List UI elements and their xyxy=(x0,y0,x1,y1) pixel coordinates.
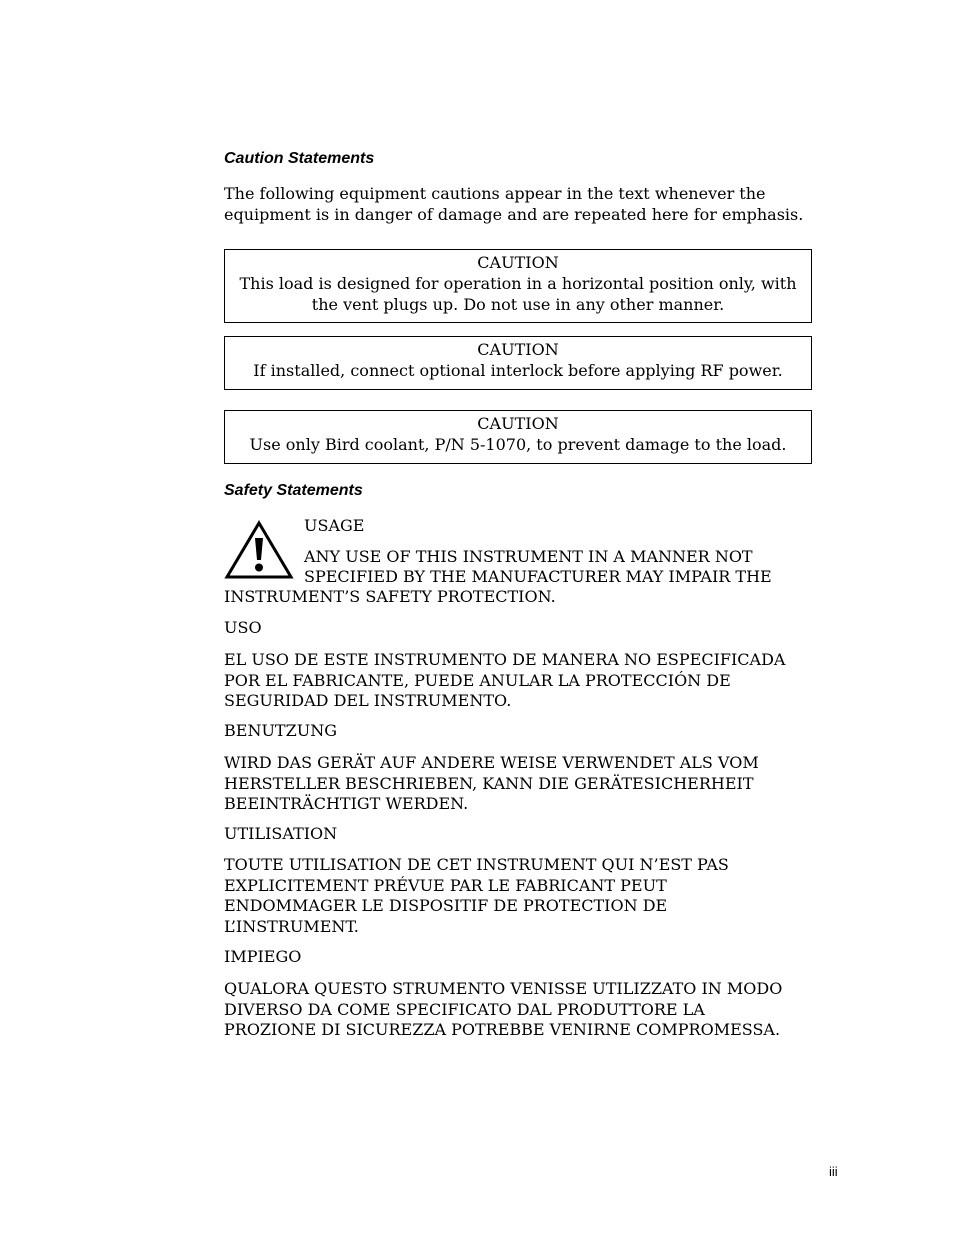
caution-text: the vent plugs up. Do not use in any other manner. xyxy=(311,295,725,314)
utilisation-line: TOUTE UTILISATION DE CET INSTRUMENT QUI N’EST PAS xyxy=(224,855,729,874)
caution-text: This load is designed for operation in a horizontal position only, with xyxy=(239,274,797,293)
caution-title: CAUTION xyxy=(477,414,559,433)
impiego-title: IMPIEGO xyxy=(224,947,302,966)
warning-triangle-icon xyxy=(224,520,294,582)
safety-statements-heading: Safety Statements xyxy=(224,482,363,499)
uso-line: EL USO DE ESTE INSTRUMENTO DE MANERA NO ESPECIFICADA xyxy=(224,650,786,669)
usage-title: USAGE xyxy=(304,516,365,535)
utilisation-line: L’INSTRUMENT. xyxy=(224,916,359,936)
uso-paragraph xyxy=(224,650,824,712)
benutzung-line: BEEINTRÄCHTIGT WERDEN. xyxy=(224,794,469,813)
page-number: iii xyxy=(829,1164,838,1179)
benutzung-paragraph xyxy=(224,753,824,815)
usage-line: ANY USE OF THIS INSTRUMENT IN A MANNER NOT xyxy=(304,547,753,566)
impiego-line: QUALORA QUESTO STRUMENTO VENISSE UTILIZZATO IN MODO xyxy=(224,979,783,998)
utilisation-paragraph xyxy=(224,855,824,937)
caution-title: CAUTION xyxy=(477,340,559,359)
caution-box-horizontal-position xyxy=(224,249,812,323)
benutzung-line: HERSTELLER BESCHRIEBEN, KANN DIE GERÄTESICHERHEIT xyxy=(224,773,754,793)
caution-box-interlock xyxy=(224,336,812,390)
usage-line: SPECIFIED BY THE MANUFACTURER MAY IMPAIR THE xyxy=(304,567,772,586)
caution-intro-line: equipment is in danger of damage and are repeated here for emphasis. xyxy=(224,204,804,224)
uso-line: POR EL FABRICANTE, PUEDE ANULAR LA PROTECCIÓN DE xyxy=(224,670,731,690)
impiego-paragraph xyxy=(224,979,824,1041)
caution-title: CAUTION xyxy=(477,253,559,272)
utilisation-title: UTILISATION xyxy=(224,824,338,843)
impiego-line: PROZIONE DI SICUREZZA POTREBBE VENIRNE COMPROMESSA. xyxy=(224,1020,781,1039)
caution-box-coolant xyxy=(224,410,812,464)
caution-statements-heading: Caution Statements xyxy=(224,150,375,167)
benutzung-line: WIRD DAS GERÄT AUF ANDERE WEISE VERWENDET ALS VOM xyxy=(224,753,759,772)
caution-intro-line: The following equipment cautions appear in the text whenever the xyxy=(224,184,766,203)
impiego-line: DIVERSO DA COME SPECIFICATO DAL PRODUTTORE LA xyxy=(224,999,705,1019)
utilisation-line: EXPLICITEMENT PRÉVUE PAR LE FABRICANT PEUT xyxy=(224,875,667,895)
utilisation-line: ENDOMMAGER LE DISPOSITIF DE PROTECTION DE xyxy=(224,896,668,915)
caution-text: If installed, connect optional interlock before applying RF power. xyxy=(253,361,783,380)
caution-intro-paragraph xyxy=(224,184,824,225)
uso-line: SEGURIDAD DEL INSTRUMENTO. xyxy=(224,691,512,710)
uso-title: USO xyxy=(224,618,262,637)
usage-line: INSTRUMENT’S SAFETY PROTECTION. xyxy=(224,587,556,606)
caution-text: Use only Bird coolant, P/N 5-1070, to prevent damage to the load. xyxy=(249,435,787,454)
benutzung-title: BENUTZUNG xyxy=(224,721,337,740)
